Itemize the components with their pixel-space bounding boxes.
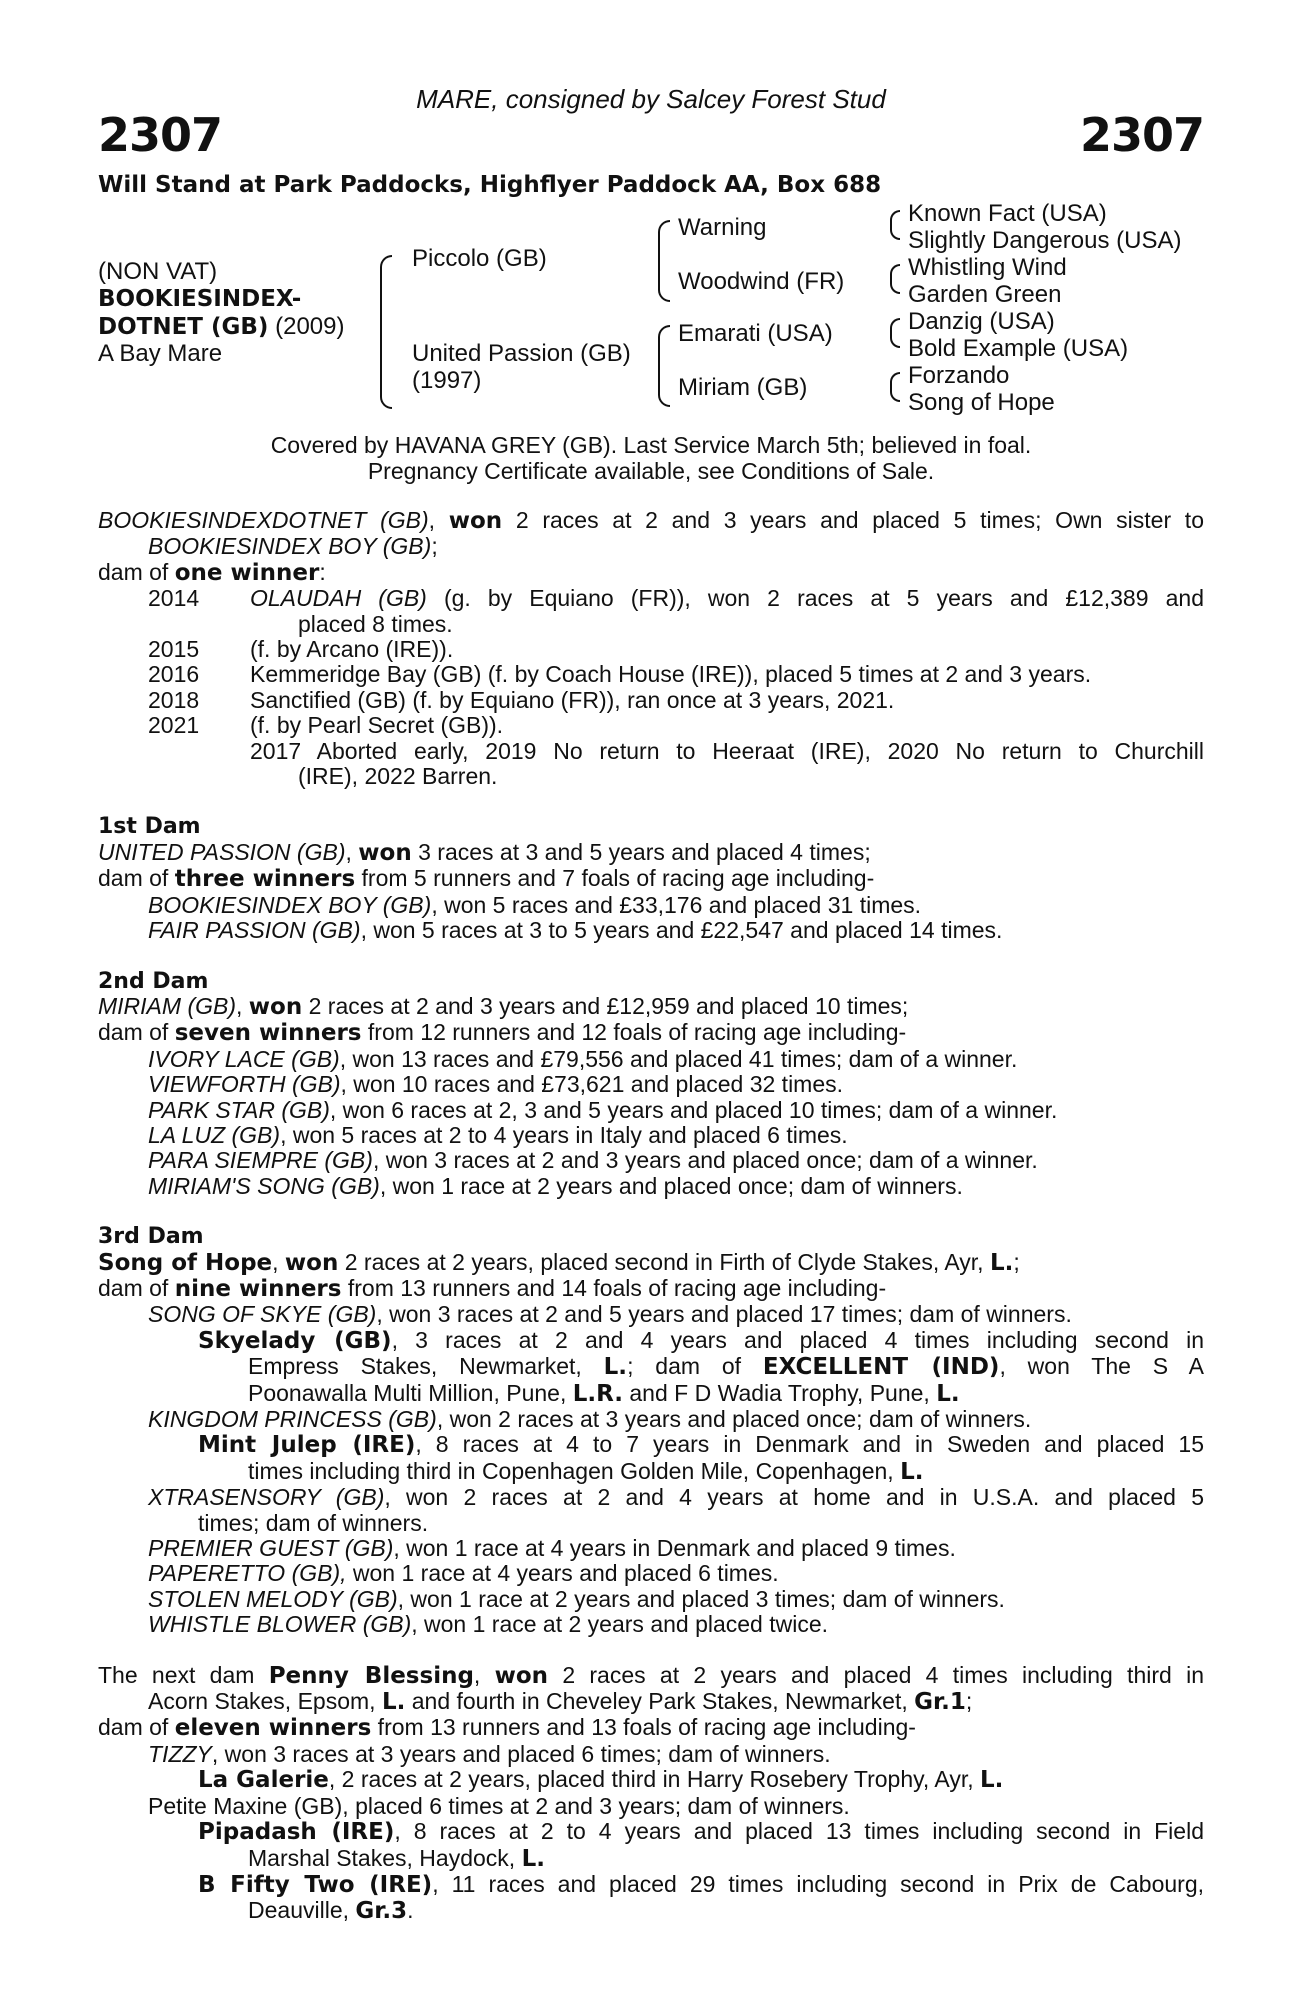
runner-name: Pipadash (IRE) — [198, 1819, 395, 1846]
dam2-runner — [98, 1047, 1204, 1072]
runner-record: , won 3 races at 2 and 3 years and placed once; dam of a winner. — [372, 1147, 1038, 1174]
runner-record: , won 3 races at 2 and 5 years and placed 17 times; dam of winners. — [376, 1301, 1072, 1328]
runner-record: , won 5 races at 2 to 4 years in Italy and placed 6 times. — [280, 1121, 848, 1148]
text: , won The S A — [999, 1353, 1205, 1380]
listed-grade: L. — [989, 1249, 1014, 1276]
runner-name: VIEWFORTH (GB) — [148, 1071, 341, 1098]
runner-name: Mint Julep (IRE) — [198, 1432, 416, 1459]
dam3-line1 — [98, 1250, 1204, 1276]
grandparent-1: Known Fact (USA) — [908, 200, 1107, 227]
dam1-line2 — [98, 866, 1204, 892]
mare-name: BOOKIESINDEXDOTNET (GB) — [98, 507, 429, 533]
grandparent-5: Danzig (USA) — [908, 308, 1055, 335]
runner-name: STOLEN MELODY (GB) — [148, 1585, 398, 1612]
sep: , — [272, 1248, 285, 1275]
catalogue-body — [98, 508, 1204, 1925]
nextdam-grandchild-cont — [98, 1898, 1204, 1924]
dam2-line1 — [98, 994, 1204, 1020]
dam3-runner-cont: times; dam of winners. — [198, 1509, 429, 1536]
dam3-runner — [98, 1561, 1204, 1586]
dam3-grandchild-cont — [98, 1354, 1204, 1380]
text: from 12 runners and 12 foals of racing age including- — [361, 1019, 907, 1046]
dam1-line1 — [98, 840, 1204, 866]
runner-record: , won 1 race at 4 years in Denmark and placed 9 times. — [393, 1535, 956, 1562]
runner-name: La Galerie — [198, 1767, 329, 1794]
listed-grade: L. — [900, 1458, 924, 1485]
nextdam-runner: Petite Maxine (GB), placed 6 times at 2 and 3 years; dam of winners. — [148, 1792, 850, 1819]
punct: ; — [965, 1688, 973, 1715]
winners-count: three winners — [174, 866, 356, 893]
dam3-grandchild — [98, 1432, 1204, 1458]
winners-count: nine winners — [174, 1275, 342, 1302]
winners-count: one winner — [174, 559, 320, 586]
runner-record: , won 13 races and £79,556 and placed 41 times; dam of a winner. — [339, 1045, 1018, 1072]
runner-record: , 8 races at 4 to 7 years in Denmark and in Sweden and placed 15 — [415, 1431, 1204, 1458]
nextdam-grandchild — [98, 1819, 1204, 1845]
dam3-runner — [98, 1485, 1204, 1510]
text: Empress Stakes, Newmarket, — [248, 1353, 604, 1380]
text: dam of — [98, 865, 175, 892]
runner-name: XTRASENSORY (GB) — [148, 1484, 385, 1511]
dam2-runner — [98, 1174, 1204, 1199]
listed-grade: L. — [603, 1354, 628, 1381]
dam3-grandchild — [98, 1328, 1204, 1354]
listed-grade: L. — [936, 1380, 960, 1407]
brace-g1 — [890, 210, 900, 240]
dam2-runner — [98, 1123, 1204, 1148]
text: and fourth in Cheveley Park Stakes, Newmarket, — [405, 1688, 915, 1715]
punct: : — [319, 558, 326, 585]
text: dam of — [98, 1019, 175, 1046]
dam3-runner — [98, 1407, 1204, 1432]
runner-record: , won 10 races and £73,621 and placed 32 times. — [340, 1071, 844, 1098]
horse-name-line2: DOTNET (GB) — [98, 314, 269, 340]
grandparent-3: Whistling Wind — [908, 254, 1067, 281]
covered-note — [98, 432, 1204, 484]
grandparent-6: Bold Example (USA) — [908, 335, 1129, 362]
progeny-text — [250, 586, 1204, 611]
dam-year: (1997) — [412, 367, 482, 394]
runner-record: , won 2 races at 2 and 4 years at home and in U.S.A. and placed 5 — [384, 1484, 1204, 1511]
dam-record: 2 races at 2 years and placed 4 times including third in — [548, 1661, 1204, 1688]
mare-line2 — [98, 534, 1204, 559]
dam3-runner — [98, 1587, 1204, 1612]
text: dam of — [98, 1274, 175, 1301]
consignment-line: MARE, consigned by Salcey Forest Stud — [416, 84, 886, 114]
nextdam-line2 — [98, 1689, 1204, 1715]
text: ; dam of — [627, 1353, 763, 1380]
runner-record: , won 2 races at 3 years and placed once; dam of winners. — [436, 1406, 1032, 1432]
horse-description: A Bay Mare — [98, 340, 223, 367]
brace-sire-parents — [658, 220, 670, 302]
covered-line1: Covered by HAVANA GREY (GB). Last Service March 5th; believed in foal. — [270, 432, 1032, 458]
punct: ; — [431, 533, 438, 560]
sep: , — [345, 838, 359, 865]
won-label: won — [284, 1249, 339, 1276]
grandparent-4: Garden Green — [908, 281, 1062, 308]
progeny-name: OLAUDAH (GB) — [250, 585, 427, 612]
progeny-text: (f. by Pearl Secret (GB)). — [250, 712, 504, 739]
runner-record: , 3 races at 2 and 4 years and placed 4 times including second in — [391, 1326, 1204, 1353]
runner-name: LA LUZ (GB) — [148, 1121, 281, 1148]
returns-line1: 2017 Aborted early, 2019 No return to Heeraat (IRE), 2020 No return to Churchill — [250, 737, 1204, 764]
progeny-year: 2016 — [148, 661, 200, 688]
dam-name: Penny Blessing — [268, 1662, 474, 1689]
runner-name: IVORY LACE (GB) — [148, 1045, 340, 1072]
dam2-runner — [98, 1098, 1204, 1123]
runner-record: , won 6 races at 2, 3 and 5 years and placed 10 times; dam of a winner. — [329, 1096, 1058, 1123]
won-label: won — [248, 993, 303, 1020]
dam3-runner — [98, 1536, 1204, 1561]
runner-record: , won 5 races and £33,176 and placed 31 times. — [431, 891, 922, 918]
listed-grade: L. — [521, 1845, 545, 1872]
runner-name: Skyelady (GB) — [198, 1327, 392, 1354]
nextdam-line3 — [98, 1715, 1204, 1741]
punct: . — [407, 1897, 414, 1924]
sire-sire: Warning — [678, 214, 767, 241]
dam3-line2 — [98, 1276, 1204, 1302]
runner-name: WHISTLE BLOWER (GB) — [148, 1611, 412, 1638]
dam1-runner — [98, 893, 1204, 918]
text: Marshal Stakes, Haydock, — [248, 1844, 522, 1871]
dam-name: UNITED PASSION (GB) — [98, 838, 346, 865]
dam-dam: Miriam (GB) — [678, 374, 808, 401]
text: The next dam — [98, 1661, 269, 1688]
runner-name: SONG OF SKYE (GB) — [148, 1301, 377, 1328]
progeny-year: 2018 — [148, 686, 200, 713]
horse-name-line1: BOOKIESINDEX- — [98, 286, 302, 312]
text: times including third in Copenhagen Golden Mile, Copenhagen, — [248, 1457, 901, 1484]
lot-number-left: 2307 — [98, 108, 223, 162]
runner-record: , won 5 races at 3 to 5 years and £22,547 and placed 14 times. — [360, 917, 1003, 944]
runner-name: B Fifty Two (IRE) — [198, 1871, 433, 1898]
runner-name: PAPERETTO (GB), — [148, 1560, 347, 1587]
runner-name: PARK STAR (GB) — [148, 1096, 330, 1123]
dam-record: 3 races at 3 and 5 years and placed 4 times; — [411, 838, 871, 865]
won-label: won — [448, 508, 503, 534]
text: from 5 runners and 7 foals of racing age including- — [355, 865, 875, 892]
returns-line2: (IRE), 2022 Barren. — [298, 763, 498, 790]
pedigree-chart — [98, 200, 1204, 430]
group-grade: Gr.1 — [914, 1689, 966, 1716]
won-label: won — [494, 1662, 549, 1689]
text: Deauville, — [248, 1897, 356, 1924]
sire-name: Piccolo (GB) — [412, 245, 547, 272]
mare-record: 2 races at 2 and 3 years and placed 5 times; Own sister to — [502, 507, 1204, 533]
nextdam-line1 — [98, 1663, 1204, 1689]
sep: , — [236, 992, 249, 1019]
brace-sire-dam — [380, 255, 392, 409]
runner-name: EXCELLENT (IND) — [762, 1354, 1000, 1381]
third-dam-heading: 3rd Dam — [98, 1224, 204, 1250]
progeny-row — [98, 688, 1204, 713]
dam-name: United Passion (GB) — [412, 340, 631, 367]
nextdam-grandchild — [98, 1767, 1204, 1793]
winners-count: seven winners — [174, 1020, 362, 1047]
brace-g2 — [890, 264, 900, 294]
runner-name: PREMIER GUEST (GB) — [148, 1535, 394, 1562]
lot-number-right: 2307 — [1079, 108, 1204, 162]
dam2-runner — [98, 1072, 1204, 1097]
dam2-runner — [98, 1148, 1204, 1173]
runner-record: won 1 race at 4 years and placed 6 times. — [346, 1560, 779, 1587]
runner-record: , won 3 races at 3 years and placed 6 times; dam of winners. — [211, 1740, 831, 1767]
text: dam of — [98, 558, 175, 585]
dam-record: 2 races at 2 and 3 years and £12,959 and placed 10 times; — [302, 992, 909, 1019]
dam-name: MIRIAM (GB) — [98, 992, 236, 1019]
sep: , — [428, 507, 449, 533]
brace-dam-parents — [658, 325, 670, 407]
nextdam-grandchild — [98, 1872, 1204, 1898]
runner-record: , won 1 race at 2 years and placed 3 times; dam of winners. — [397, 1585, 1005, 1612]
runner-record: , won 1 race at 2 years and placed twice. — [411, 1611, 829, 1638]
mare-line1 — [98, 508, 1204, 534]
progeny-text: Sanctified (GB) (f. by Equiano (FR)), ran once at 3 years, 2021. — [250, 686, 895, 713]
runner-name: MIRIAM'S SONG (GB) — [148, 1172, 380, 1199]
brace-g3 — [890, 318, 900, 348]
progeny-text: (f. by Arcano (IRE)). — [250, 636, 454, 663]
dam3-grandchild-cont — [98, 1381, 1204, 1407]
won-label: won — [358, 839, 412, 866]
stand-location: Will Stand at Park Paddocks, Highflyer Paddock AA, Box 688 — [98, 172, 882, 198]
progeny-record: (g. by Equiano (FR)), won 2 races at 5 years and £12,389 and — [426, 585, 1204, 612]
group-grade: Gr.3 — [355, 1898, 408, 1925]
runner-name: BOOKIESINDEX BOY (GB) — [148, 891, 432, 918]
text: dam of — [98, 1714, 175, 1741]
progeny-year: 2015 — [148, 636, 200, 663]
vat-status: (NON VAT) — [98, 258, 218, 285]
text: Poonawalla Multi Million, Pune, — [248, 1379, 573, 1406]
grandparent-8: Song of Hope — [908, 389, 1055, 416]
runner-record: , won 1 race at 2 years and placed once; dam of winners. — [379, 1172, 963, 1199]
mare-line3 — [98, 560, 1204, 586]
progeny-row — [98, 586, 1204, 611]
text: Acorn Stakes, Epsom, — [148, 1688, 382, 1715]
runner-name: TIZZY — [148, 1740, 212, 1767]
text: from 13 runners and 14 foals of racing age including- — [341, 1274, 887, 1301]
dam3-runner — [98, 1302, 1204, 1327]
dam3-runner — [98, 1612, 1204, 1637]
progeny-cont: placed 8 times. — [298, 610, 453, 637]
progeny-row — [98, 662, 1204, 687]
second-dam-heading: 2nd Dam — [98, 968, 209, 994]
nextdam-grandchild-cont — [98, 1846, 1204, 1872]
runner-name: PARA SIEMPRE (GB) — [148, 1147, 373, 1174]
progeny-text: Kemmeridge Bay (GB) (f. by Coach House (IRE)), placed 5 times at 2 and 3 years. — [250, 661, 1092, 688]
horse-name-line2-wrap — [98, 313, 344, 341]
dam-sire: Emarati (USA) — [678, 320, 833, 347]
winners-count: eleven winners — [174, 1715, 372, 1742]
runner-record: , 2 races at 2 years, placed third in Harry Rosebery Trophy, Ayr, — [328, 1766, 981, 1793]
progeny-row — [98, 713, 1204, 738]
brace-g4 — [890, 372, 900, 402]
dam3-grandchild-cont — [98, 1459, 1204, 1485]
punct: ; — [1013, 1248, 1020, 1275]
sep: , — [473, 1661, 495, 1688]
listed-grade: L. — [381, 1689, 406, 1716]
dam2-line2 — [98, 1020, 1204, 1046]
grandparent-7: Forzando — [908, 362, 1010, 389]
listed-grade: L.R. — [572, 1380, 623, 1407]
progeny-row — [98, 637, 1204, 662]
text: and F D Wadia Trophy, Pune, — [623, 1379, 937, 1406]
own-sister-name: BOOKIESINDEX BOY (GB) — [148, 533, 432, 560]
dam-name: Song of Hope — [98, 1249, 273, 1276]
sire-dam: Woodwind (FR) — [678, 268, 845, 295]
listed-grade: L. — [980, 1767, 1004, 1794]
runner-name: KINGDOM PRINCESS (GB) — [148, 1406, 437, 1432]
progeny-year: 2021 — [148, 712, 200, 739]
foaling-year: (2009) — [268, 313, 345, 340]
nextdam-runner — [98, 1742, 1204, 1767]
text: from 13 runners and 13 foals of racing age including- — [371, 1714, 916, 1741]
grandparent-2: Slightly Dangerous (USA) — [908, 227, 1182, 254]
covered-line2: Pregnancy Certificate available, see Conditions of Sale. — [367, 458, 935, 484]
runner-record: , 8 races at 2 to 4 years and placed 13 times including second in Field — [394, 1818, 1204, 1845]
progeny-year: 2014 — [148, 585, 200, 612]
dam1-runner — [98, 918, 1204, 943]
runner-name: FAIR PASSION (GB) — [148, 917, 361, 944]
dam-record: 2 races at 2 years, placed second in Firth of Clyde Stakes, Ayr, — [338, 1248, 990, 1275]
runner-record: , 11 races and placed 29 times including second in Prix de Cabourg, — [432, 1870, 1205, 1897]
first-dam-heading: 1st Dam — [98, 814, 201, 840]
